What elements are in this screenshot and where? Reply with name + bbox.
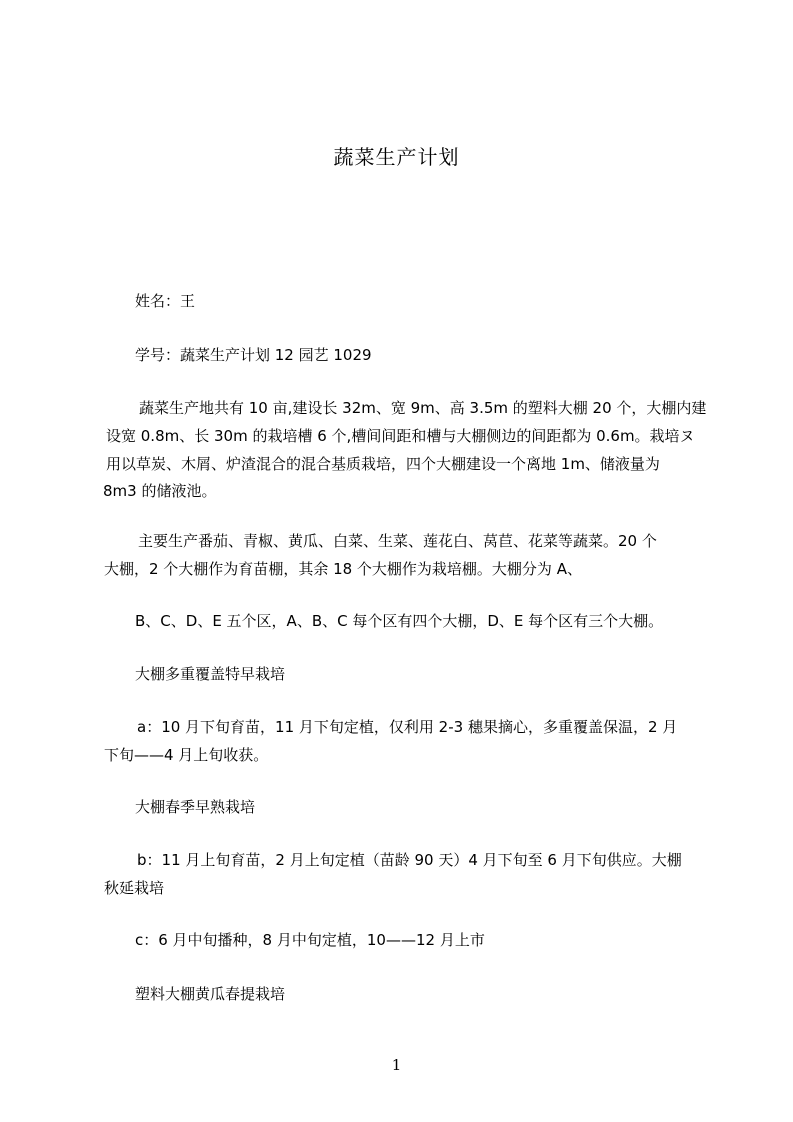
heading-early-cultivation: 大棚多重覆盖特早栽培 [135, 665, 286, 683]
paragraph-2-line-1: 主要生产番茄、青椒、黄瓜、白菜、生菜、莲花白、莴苣、花菜等蔬菜。20 个 [138, 532, 657, 550]
page-number: 1 [391, 1056, 402, 1074]
item-c: c：6 月中旬播种，8 月中旬定植，10——12 月上市 [135, 931, 485, 949]
heading-cucumber-cultivation: 塑料大棚黄瓜春提栽培 [135, 985, 286, 1003]
document-title: 蔬菜生产计划 [333, 145, 460, 169]
item-b-line-1: b：11 月上旬育苗，2 月上旬定植（苗龄 90 天）4 月下旬至 6 月下旬供应。大棚 [137, 851, 682, 869]
student-id-line: 学号：蔬菜生产计划 12 园艺 1029 [135, 346, 372, 364]
paragraph-3: B、C、D、E 五个区，A、B、C 每个区有四个大棚，D、E 每个区有三个大棚。 [135, 612, 664, 630]
paragraph-2-line-2: 大棚，2 个大棚作为育苗棚，其余 18 个大棚作为栽培棚。大棚分为 A、 [104, 560, 582, 578]
paragraph-1-line-2: 设宽 0.8m、长 30m 的栽培槽 6 个,槽间间距和槽与大棚侧边的间距都为 0.6m。栽培ヌ [106, 427, 695, 445]
name-line: 姓名：王 [135, 292, 196, 310]
item-a-line-1: a：10 月下旬育苗，11 月下旬定植，仅利用 2-3 穗果摘心，多重覆盖保温，2 月 [137, 718, 678, 736]
item-b-line-2: 秋延栽培 [104, 879, 165, 897]
paragraph-1-line-1: 蔬菜生产地共有 10 亩,建设长 32m、宽 9m、高 3.5m 的塑料大棚 20 个，大棚内建 [139, 399, 707, 417]
item-a-line-2: 下旬——4 月上旬收获。 [104, 746, 269, 764]
heading-spring-cultivation: 大棚春季早熟栽培 [135, 798, 256, 816]
paragraph-1-line-3: 用以草炭、木屑、炉渣混合的混合基质栽培，四个大棚建设一个离地 1m、储液量为 [106, 455, 660, 473]
paragraph-1-line-4: 8m3 的储液池。 [103, 482, 217, 500]
